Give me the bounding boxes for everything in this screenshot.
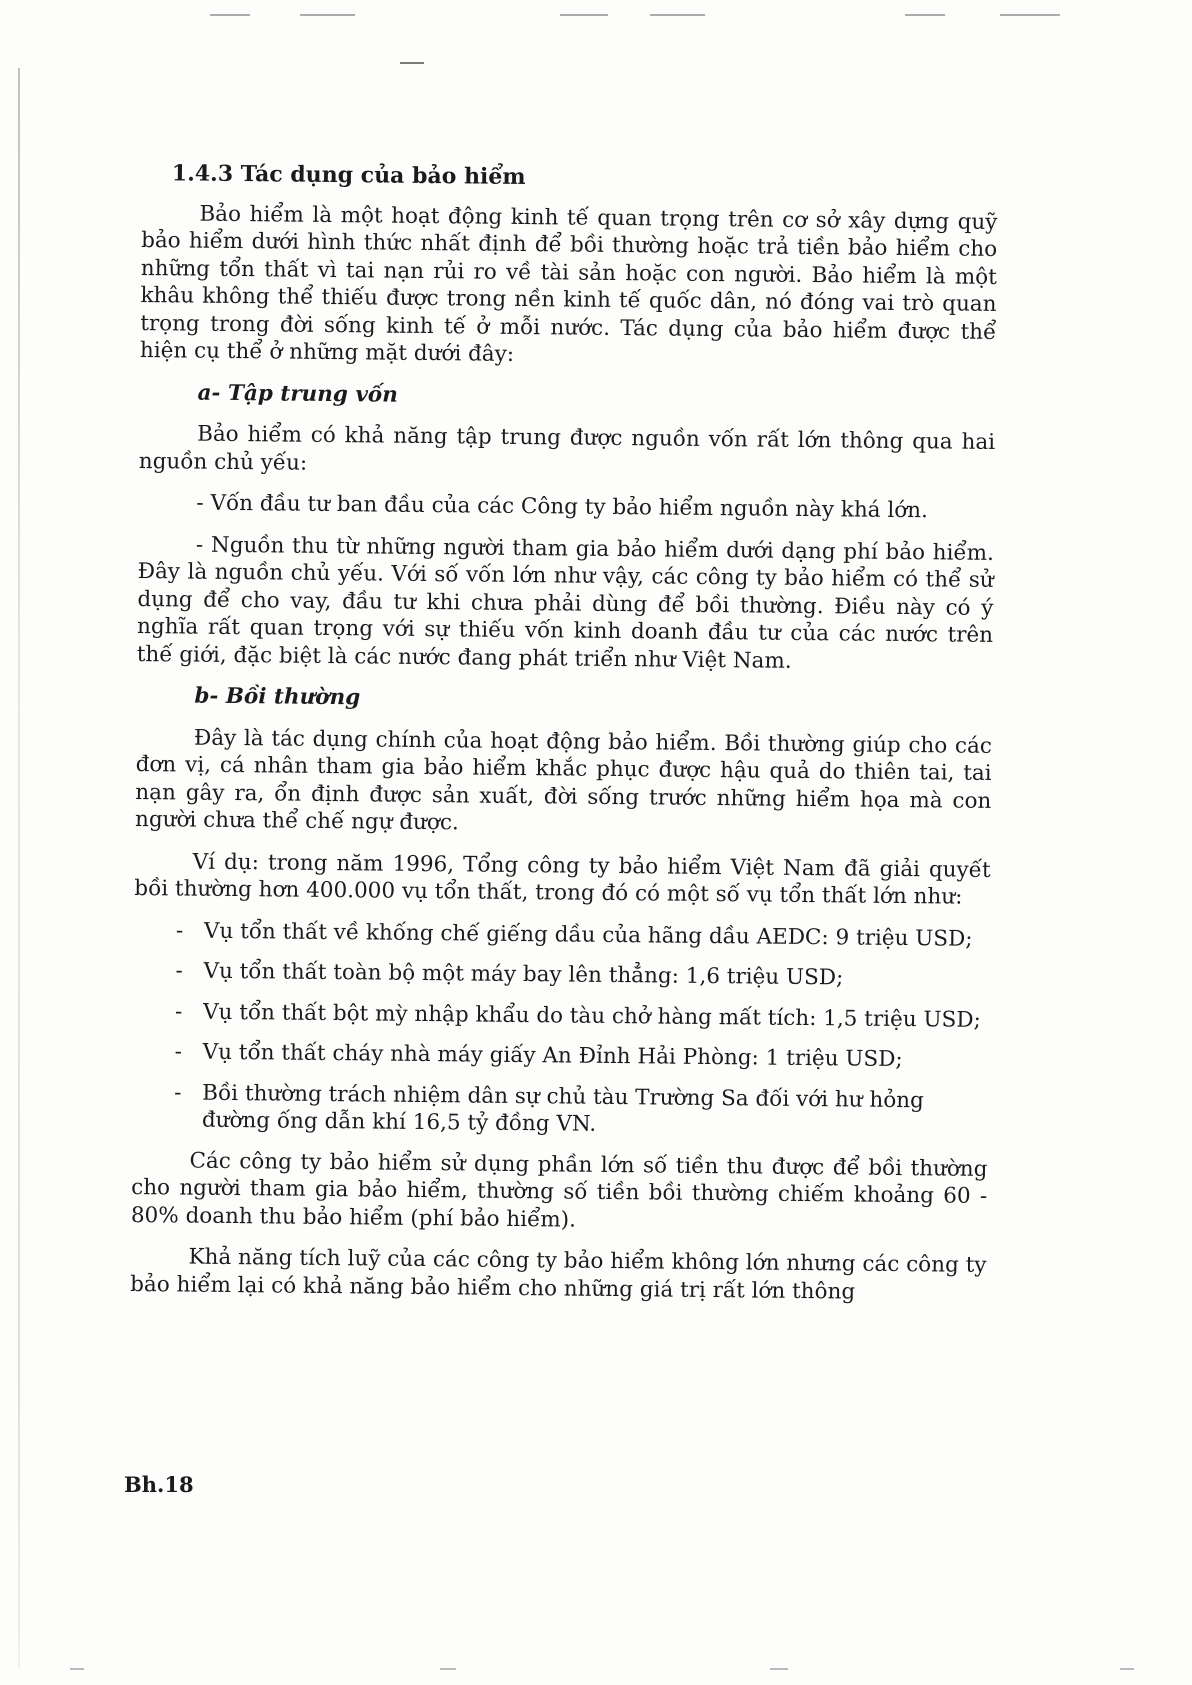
loss-item-text: Vụ tổn thất toàn bộ một máy bay lên thẳng: 1,6 triệu USD; xyxy=(203,958,844,991)
loss-item-text: Bồi thường trách nhiệm dân sự chủ tàu Trường Sa đối với hư hỏng đường ống dẫn khí 16,5 tỷ đồng VN. xyxy=(201,1080,924,1137)
scan-edge-top xyxy=(0,0,1192,26)
intro-paragraph: Bảo hiểm là một hoạt động kinh tế quan trọng trên cơ sở xây dựng quỹ bảo hiểm dưới hình thức nhất định để bồi thường hoặc trả tiền bảo hiểm cho những tổn thất vì tai nạn rủi ro về tài sản hoặc con người. Bảo hiểm là một khâu không thể thiếu được trong nền kinh tế quốc dân, nó đóng vai trò quan trọng trong đời sống kinh tế ở mỗi nước. Tác dụng của bảo hiểm được thể hiện cụ thể ở những mặt dưới đây: xyxy=(139,201,998,367)
subsection-b-paragraph: Đây là tác dụng chính của hoạt động bảo hiểm. Bồi thường giúp cho các đơn vị, cá nhân tham gia bảo hiểm khắc phục được hậu quả do thiên tai, tai nạn gây ra, ổn định được sản xuất, đời sống trước những hiểm họa mà con người chưa thể chế ngự được. xyxy=(134,725,993,836)
subsection-b-title: b- Bồi thường xyxy=(194,683,361,711)
list-dash: - xyxy=(175,958,183,984)
example-paragraph: Ví dụ: trong năm 1996, Tổng công ty bảo hiểm Việt Nam đã giải quyết bồi thường hơn 400.000 vụ tổn thất, trong đó có một số vụ tổn thất lớn như: xyxy=(134,849,991,910)
document-body xyxy=(130,160,998,1321)
list-item xyxy=(134,916,990,952)
subsection-a-title: a- Tập trung vốn xyxy=(197,380,398,408)
loss-item-text: Vụ tổn thất về khống chế giếng dầu của hãng dầu AEDC: 9 triệu USD; xyxy=(203,918,973,952)
capital-source-1: - Vốn đầu tư ban đầu của các Công ty bảo hiểm nguồn này khá lớn. xyxy=(196,490,929,524)
list-dash: - xyxy=(174,998,183,1024)
loss-item-text: Vụ tổn thất bột mỳ nhập khẩu do tàu chở hàng mất tích: 1,5 triệu USD; xyxy=(202,999,981,1033)
accumulation-paragraph: Khả năng tích luỹ của các công ty bảo hiểm không lớn nhưng các công ty bảo hiểm lại có khả năng bảo hiểm cho những giá trị rất lớn thông xyxy=(130,1244,987,1305)
list-item xyxy=(133,957,989,993)
loss-list xyxy=(132,916,990,1142)
list-dash: - xyxy=(174,1079,182,1105)
capital-source-2: - Nguồn thu từ những người tham gia bảo hiểm dưới dạng phí bảo hiểm. Đây là nguồn chủ yếu. Với số vốn lớn như vậy, các công ty bảo hiểm có thể sử dụng để cho vay, đầu tư khi chưa phải dùng để bồi thường. Điều này có ý nghĩa rất quan trọng với sự thiếu vốn kinh doanh đầu tư của các nước trên thế giới, đặc biệt là các nước đang phát triển như Việt Nam. xyxy=(136,532,995,674)
list-item xyxy=(132,1078,989,1142)
section-heading: 1.4.3 Tác dụng của bảo hiểm xyxy=(171,160,526,191)
compensation-share-paragraph: Các công ty bảo hiểm sử dụng phần lớn số tiền thu được để bồi thường cho người tham gia bảo hiểm, thường số tiền bồi thường chiếm khoảng 60 - 80% doanh thu bảo hiểm (phí bảo hiểm). xyxy=(130,1148,988,1233)
list-dash: - xyxy=(174,1039,183,1065)
list-dash: - xyxy=(175,917,184,943)
top-mark xyxy=(400,62,424,64)
subsection-a-paragraph: Bảo hiểm có khả năng tập trung được nguồn vốn rất lớn thông qua hai nguồn chủ yếu: xyxy=(138,421,996,476)
list-item xyxy=(133,1038,989,1074)
page-code: Bh.18 xyxy=(124,1472,194,1497)
scan-edge-left xyxy=(18,68,20,1668)
scan-edge-bottom xyxy=(0,1660,1192,1685)
list-item xyxy=(133,997,989,1033)
loss-item-text: Vụ tổn thất cháy nhà máy giấy An Đỉnh Hải Phòng: 1 triệu USD; xyxy=(202,1039,903,1073)
